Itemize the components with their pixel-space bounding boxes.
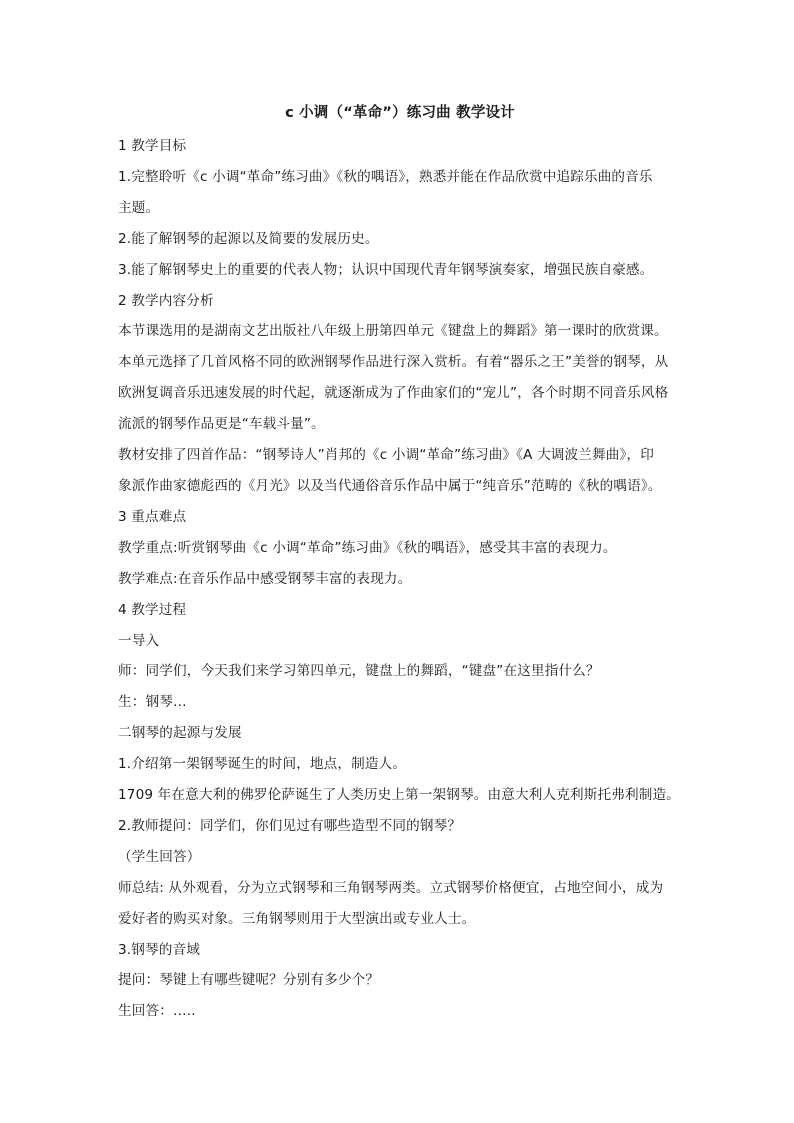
goal-1-line-2: 主题。 (118, 199, 160, 216)
origin-item-1: 1.介绍第一架钢琴诞生的时间，地点，制造人。 (118, 756, 407, 773)
analysis-paragraph-2-line-1: 教材安排了四首作品：“钢琴诗人”肖邦的《c 小调“革命”练习曲》《A 大调波兰舞曲》，印 (118, 447, 654, 464)
section-heading-teaching-process: 4 教学过程 (118, 601, 187, 618)
teacher-summary-line-2: 爱好者的购买对象。三角钢琴则用于大型演出或专业人士。 (118, 910, 476, 927)
key-point: 教学重点:听赏钢琴曲《c 小调“革命”练习曲》《秋的喁语》，感受其丰富的表现力。 (118, 539, 617, 556)
step-intro-heading: 一导入 (118, 632, 160, 649)
document-title: c 小调（“革命”）练习曲 教学设计 (285, 105, 515, 121)
range-student-answer: 生回答：….. (118, 1003, 196, 1020)
analysis-paragraph-1-line-2: 本单元选择了几首风格不同的欧洲钢琴作品进行深入赏析。有着“器乐之王”美誉的钢琴，从 (118, 354, 669, 371)
step-origin-heading: 二钢琴的起源与发展 (118, 725, 242, 742)
teacher-question: 师：同学们，今天我们来学习第四单元，键盘上的舞蹈，“键盘”在这里指什么？ (118, 663, 600, 680)
goal-3: 3.能了解钢琴史上的重要的代表人物；认识中国现代青年钢琴演奏家，增强民族自豪感。 (118, 261, 654, 278)
section-heading-key-points: 3 重点难点 (118, 508, 187, 525)
difficult-point: 教学难点:在音乐作品中感受钢琴丰富的表现力。 (118, 570, 412, 587)
student-response-note: （学生回答） (118, 848, 201, 865)
section-heading-content-analysis: 2 教学内容分析 (118, 292, 214, 309)
origin-item-1-detail: 1709 年在意大利的佛罗伦萨诞生了人类历史上第一架钢琴。由意大利人克利斯托弗利制造。 (118, 787, 680, 804)
section-heading-teaching-goals: 1 教学目标 (118, 138, 187, 154)
origin-item-3: 3.钢琴的音域 (118, 941, 200, 958)
origin-item-2: 2.教师提问：同学们，你们见过有哪些造型不同的钢琴？ (118, 817, 462, 834)
analysis-paragraph-1-line-4: 流派的钢琴作品更是“车载斗量”。 (118, 416, 325, 433)
goal-1-line-1: 1.完整聆听《c 小调“革命”练习曲》《秋的喁语》，熟悉并能在作品欣赏中追踪乐曲的音乐 (118, 168, 653, 185)
analysis-paragraph-1-line-3: 欧洲复调音乐迅速发展的时代起，就逐渐成为了作曲家们的“宠儿”，各个时期不同音乐风格 (118, 385, 669, 402)
analysis-paragraph-2-line-2: 象派作曲家德彪西的《月光》以及当代通俗音乐作品中属于“纯音乐”范畴的《秋的喁语》。 (118, 477, 662, 494)
document-body (118, 101, 682, 1027)
range-question: 提问：琴键上有哪些键呢？分别有多少个？ (118, 972, 380, 989)
teacher-summary-line-1: 师总结: 从外观看，分为立式钢琴和三角钢琴两类。立式钢琴价格便宜，占地空间小，成为 (118, 879, 664, 896)
analysis-paragraph-1-line-1: 本节课选用的是湖南文艺出版社八年级上册第四单元《键盘上的舞蹈》第一课时的欣赏课。 (118, 323, 668, 340)
goal-2: 2.能了解钢琴的起源以及简要的发展历史。 (118, 230, 379, 247)
student-answer: 生：钢琴… (118, 694, 187, 711)
